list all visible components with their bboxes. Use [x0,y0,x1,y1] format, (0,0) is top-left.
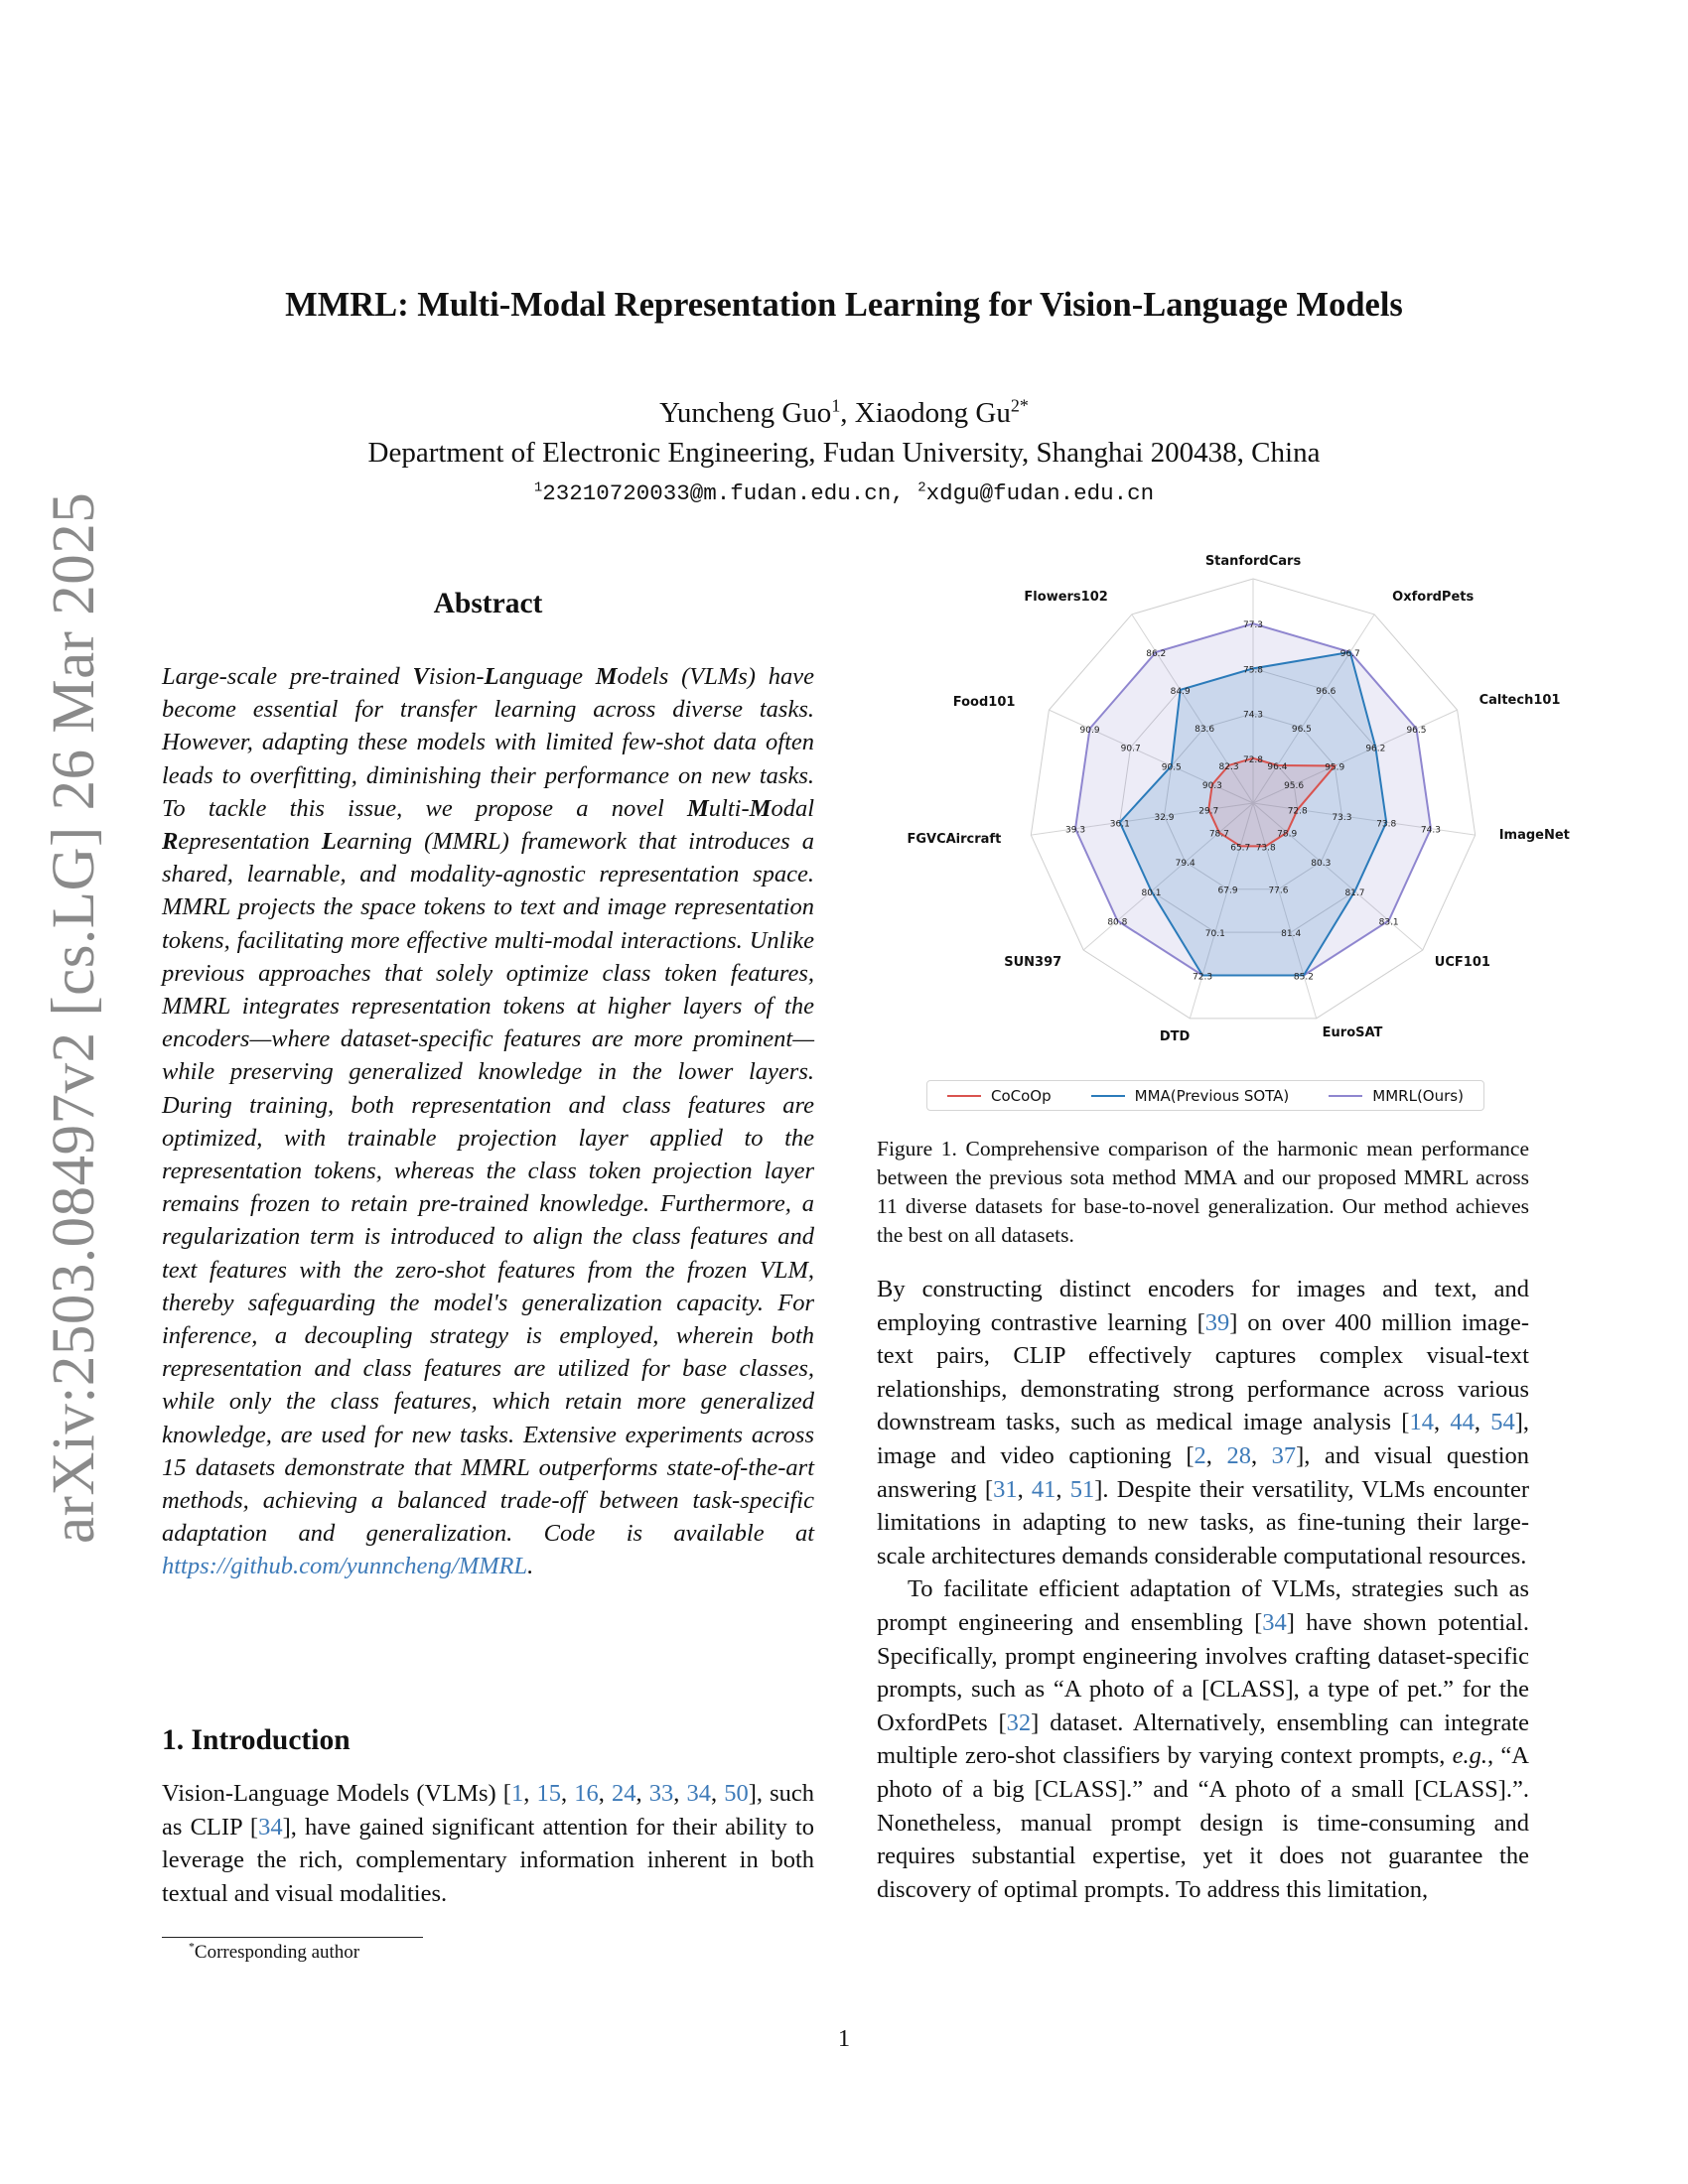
figure-caption: Figure 1. Comprehensive comparison of the harmonic mean performance between the previous sota method MMA and our proposed MMRL across 11 diverse datasets for base-to-novel generalization. Our method achieves the best on all datasets. [877,1137,1529,1247]
introduction-body: Vision-Language Models (VLMs) [1, 15, 16, 24, 33, 34, 50], such as CLIP [34], have gained significant attention for their ability to leverage the rich, complementary information inherent in both textual and visual modalities. [162,1780,815,1907]
radar-chart [894,554,1570,1112]
chart-legend [926,1080,1484,1111]
category-label: OxfordPets [1392,589,1475,605]
ring-tick-label: 65.7 [1230,843,1251,854]
legend-label-cocoop: CoCoOp [991,1086,1052,1105]
right-column-text [877,1273,1529,1906]
email-1[interactable]: 23210720033@m.fudan.edu.cn, [542,480,905,506]
footnote [189,1942,359,1964]
legend-swatch-mma [1091,1095,1125,1097]
legend-item-mmrl [1329,1087,1464,1105]
ring-tick-label: 96.5 [1291,724,1312,735]
abstract-body: Large-scale pre-trained Vision-Language Models (VLMs) have become essential for transfer learning across diverse tasks. However, adapting these models with limited few-shot data often leads to overfitting, diminishing their performance on new tasks. To tackle this issue, we propose a novel Multi-Modal Representation Learning (MMRL) framework that introduces a shared, learnable, and modality-agnostic representation space. MMRL projects the space tokens to text and image representation tokens, facilitating more effective multi-modal interactions. Unlike previous approaches that solely optimize class token features, MMRL integrates representation tokens at higher layers of the encoders—where dataset-specific features are more prominent—while preserving generalized knowledge in the lower layers. During training, both representation and class features are optimized, with trainable projection layer applied to the representation tokens, whereas the class token projection layer remains frozen to retain pre-trained knowledge. Furthermore, a regularization term is introduced to align the class features and text features with the zero-shot features from the frozen VLM, thereby safeguarding the model's generalization capacity. For inference, a decoupling strategy is employed, wherein both representation and class features are utilized for base classes, while only the class features, which retain more generalized knowledge, are used for new tasks. Extensive experiments across 15 datasets demonstrate that MMRL outperforms state-of-the-art methods, achieving a balanced trade-off between task-specific adaptation and generalization. Code is available at https://github.com/yunncheng/MMRL. [162,663,814,1580]
ring-tick-label: 73.8 [1255,843,1276,854]
author-1-mark: 1 [831,395,841,416]
ring-tick-label: 75.8 [1242,665,1264,676]
ring-tick-label: 80.3 [1311,859,1332,870]
legend-label-mma: MMA(Previous SOTA) [1134,1086,1290,1105]
email-2[interactable]: xdgu@fudan.edu.cn [925,480,1155,506]
category-label: FGVCAircraft [907,832,1002,848]
ring-tick-label: 83.6 [1195,724,1215,735]
introduction-heading: 1. Introduction [162,1724,351,1756]
ring-tick-label: 96.7 [1339,648,1360,659]
arxiv-side-stamp: arXiv:2503.08497v2 [cs.LG] 26 Mar 2025 [41,491,107,1544]
paper-title: MMRL: Multi-Modal Representation Learning for Vision-Language Models [285,286,1403,324]
ring-tick-label: 67.9 [1217,886,1238,896]
ring-tick-label: 36.1 [1109,819,1130,830]
category-label: Flowers102 [1024,589,1108,605]
author-separator: , [840,397,855,429]
category-label: DTD [1159,1028,1191,1044]
category-label: Food101 [952,695,1016,711]
ring-tick-label: 80.8 [1107,917,1128,928]
ring-tick-label: 95.6 [1284,781,1305,792]
ring-tick-label: 84.9 [1170,686,1191,697]
legend-item-mma [1091,1087,1290,1105]
ring-tick-label: 78.7 [1208,829,1229,840]
category-label: Caltech101 [1478,693,1561,709]
email-1-mark: 1 [533,479,543,496]
radar-chart-svg [894,554,1570,1112]
ring-tick-label: 73.3 [1332,812,1352,823]
emails [0,480,1688,506]
author-line [0,397,1688,430]
ring-tick-label: 74.3 [1242,710,1264,721]
category-label: SUN397 [1004,954,1062,970]
ring-tick-label: 29.7 [1198,806,1219,817]
abstract-heading: Abstract [433,588,543,619]
category-label: ImageNet [1498,828,1570,844]
ring-tick-label: 86.2 [1146,648,1167,659]
ring-tick-label: 82.3 [1218,761,1239,772]
footnote-mark: * [189,1940,195,1954]
ring-tick-label: 81.4 [1281,929,1302,940]
ring-tick-label: 95.9 [1325,762,1345,773]
paragraph-1: By constructing distinct encoders for images and text, and employing contrastive learning [39] on over 400 million image-text pairs, CLIP effectively captures complex visual-text relationships, demonstrating strong performance across various downstream tasks, such as medical image analysis [14, 44, 54], image and video captioning [2, 28, 37], and visual question answering [31, 41, 51]. Despite their versatility, VLMs encounter limitations in adapting to new tasks, as fine-tuning their large-scale architectures demands considerable computational resources. [877,1276,1530,1570]
ring-tick-label: 90.7 [1120,744,1141,754]
ring-tick-label: 73.8 [1376,819,1397,830]
paragraph-2: To facilitate efficient adaptation of VLMs, strategies such as prompt engineering and ensembling [34] have shown potential. Specifically, prompt engineering involves crafting dataset-specific prompts, such as “A photo of a [CLASS], a type of pet.” for the OxfordPets [32] dataset. Alternatively, ensembling can integrate multiple zero-shot classifiers by varying context prompts, e.g., “A photo of a big [CLASS].” and “A photo of a small [CLASS].”. Nonetheless, manual prompt design is time-consuming and requires substantial expertise, yet it does not guarantee the discovery of optimal prompts. To address this limitation, [877,1575,1529,1903]
ring-tick-label: 96.2 [1365,744,1386,754]
category-label: StanfordCars [1204,554,1302,569]
page-number: 1 [837,2025,851,2052]
ring-tick-label: 32.9 [1154,812,1175,823]
ring-tick-label: 90.3 [1201,781,1222,792]
category-label: UCF101 [1434,954,1490,970]
ring-tick-label: 96.6 [1316,686,1336,697]
ring-tick-label: 96.5 [1406,725,1427,736]
author-1: Yuncheng Guo [659,397,832,429]
ring-tick-label: 70.1 [1204,929,1225,940]
legend-item-cocoop [947,1087,1052,1105]
ring-tick-label: 96.4 [1267,761,1288,772]
ring-tick-label: 80.1 [1141,887,1162,898]
ring-tick-label: 72.8 [1242,754,1264,765]
ring-tick-label: 74.3 [1420,825,1441,836]
ring-tick-label: 72.3 [1193,972,1213,983]
legend-swatch-cocoop [947,1095,981,1097]
legend-label-mmrl: MMRL(Ours) [1372,1086,1464,1105]
ring-tick-label: 77.3 [1242,620,1264,631]
legend-swatch-mmrl [1329,1095,1362,1097]
ring-tick-label: 39.3 [1065,825,1086,836]
ring-tick-label: 72.8 [1287,806,1308,817]
footnote-rule [162,1937,423,1938]
ring-tick-label: 85.2 [1293,972,1314,983]
ring-tick-label: 78.9 [1277,829,1298,840]
email-2-mark: 2 [917,479,926,496]
ring-tick-label: 81.7 [1344,887,1365,898]
ring-tick-label: 90.5 [1161,762,1182,773]
ring-tick-label: 77.6 [1268,886,1289,896]
affiliation: Department of Electronic Engineering, Fudan University, Shanghai 200438, China [367,437,1321,469]
author-2: Xiaodong Gu [854,397,1011,429]
author-2-mark: 2* [1010,395,1029,416]
ring-tick-label: 79.4 [1175,859,1196,870]
ring-tick-label: 83.1 [1378,917,1399,928]
ring-tick-label: 90.9 [1079,725,1100,736]
category-label: EuroSAT [1322,1024,1383,1040]
footnote-text: Corresponding author [194,1942,360,1963]
